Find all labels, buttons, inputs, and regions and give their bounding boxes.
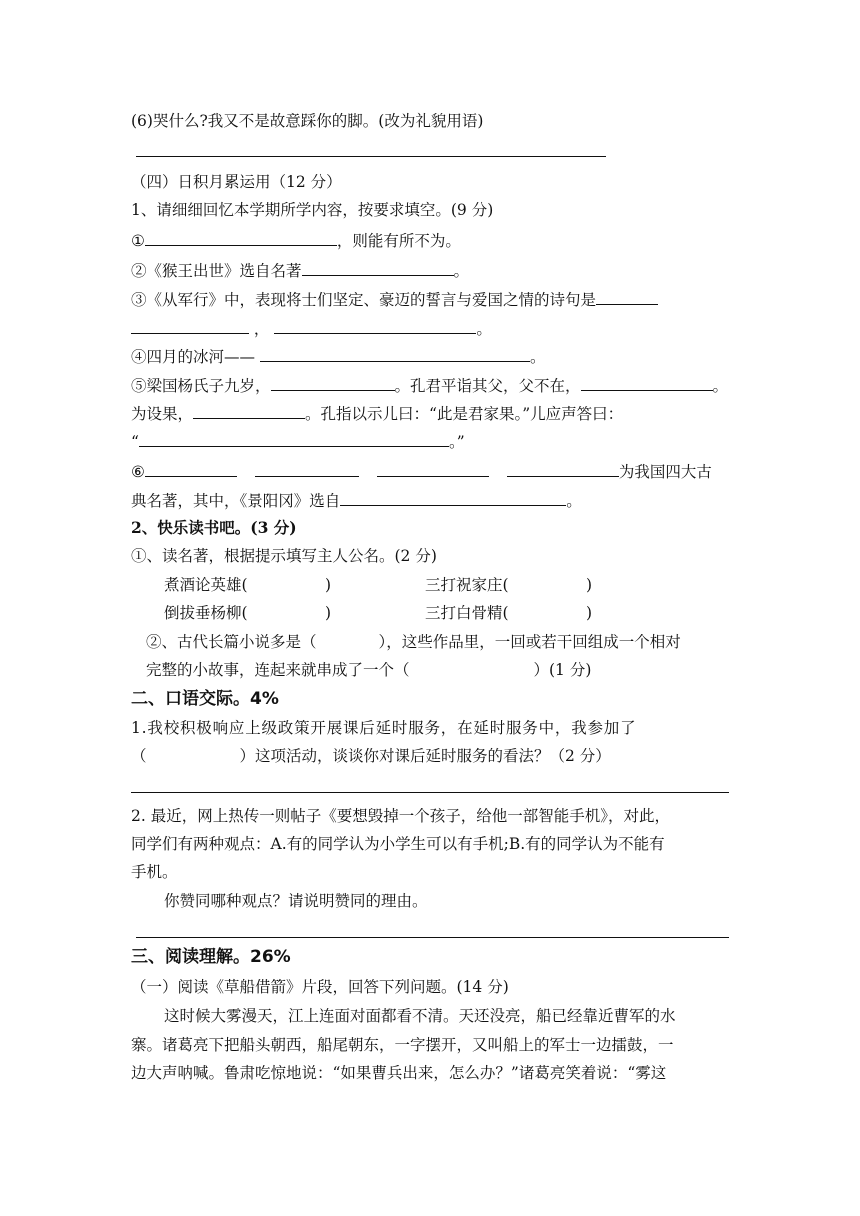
fill-item-5: ⑤梁国杨氏子九岁， 。孔君平诣其父，父不在， 。	[131, 377, 729, 395]
oral-q2-cont: 同学们有两种观点：A.有的同学认为小学生可以有手机;B.有的同学认为不能有	[131, 835, 665, 853]
q6-politeness: (6)哭什么?我又不是故意踩你的脚。(改为礼貌用语)	[131, 112, 484, 130]
fill-item-5-cont: 为设果， 。孔指以示儿曰：“此是君家果。”儿应声答曰：	[131, 405, 624, 423]
fill-item-3: ③《从军行》中，表现将士们坚定、豪迈的誓言与爱国之情的诗句是	[131, 289, 658, 310]
passage-instructions: （一）阅读《草船借箭》片段，回答下列问题。(14 分)	[131, 978, 509, 996]
oral-q1: 1.我校积极响应上级政策开展课后延时服务，在延时服务中，我参加了	[131, 719, 637, 737]
section-reading-comprehension-heading: 三、阅读理解。26%	[131, 947, 291, 967]
blank[interactable]	[193, 403, 305, 419]
blank[interactable]	[274, 318, 476, 334]
blank[interactable]	[302, 260, 454, 276]
passage-line-3: 边大声呐喊。鲁肃吃惊地说：“如果曹兵出来，怎么办？”诸葛亮笑着说：“雾这	[131, 1064, 667, 1082]
fill-item-1: ① ，则能有所不为。	[131, 232, 461, 250]
oral-q1-cont: （ ）这项活动，谈谈你对课后延时服务的看法？（2 分）	[131, 747, 611, 765]
section-oral-heading: 二、口语交际。4%	[131, 689, 279, 709]
passage-line-1: 这时候大雾漫天，江上连面对面都看不清。天还没亮，船已经靠近曹军的水	[164, 1007, 676, 1025]
blank[interactable]	[507, 461, 619, 477]
fill-instructions: 1、请细细回忆本学期所学内容，按要求填空。(9 分)	[131, 201, 494, 219]
fill-item-6: ⑥ 为我国四大古	[131, 463, 712, 481]
match-row-1a: 煮酒论英雄( )	[164, 576, 332, 594]
fill-item-6-cont: 典名著，其中，《景阳冈》选自 。	[131, 492, 582, 510]
reading-q1: ①、读名著，根据提示填写主人公名。(2 分)	[131, 547, 437, 565]
reading-q2-cont: 完整的小故事，连起来就串成了一个（ ）(1 分)	[146, 661, 592, 679]
fill-item-5-answer: “ 。”	[131, 433, 465, 451]
match-row-2b: 三打白骨精( )	[425, 604, 593, 622]
oral-q2-cont2: 手机。	[131, 863, 178, 881]
blank[interactable]	[131, 318, 249, 334]
blank[interactable]	[145, 230, 337, 246]
oral-q2: 2. 最近，网上热传一则帖子《要想毁掉一个孩子，给他一部智能手机》，对此，	[131, 807, 670, 825]
answer-line	[136, 156, 606, 157]
blank[interactable]	[255, 461, 359, 477]
answer-line	[136, 937, 729, 938]
fill-item-3-cont: ， 。	[131, 318, 492, 339]
blank[interactable]	[377, 461, 489, 477]
blank[interactable]	[271, 375, 395, 391]
match-row-1b: 三打祝家庄( )	[425, 576, 593, 594]
reading-q2: ②、古代长篇小说多是（ ），这些作品里，一回或若干回组成一个相对	[146, 633, 681, 651]
blank[interactable]	[139, 431, 449, 447]
answer-line	[131, 792, 729, 793]
fill-item-2: ②《猴王出世》选自名著 。	[131, 262, 470, 280]
passage-line-2: 寨。诸葛亮下把船头朝西，船尾朝东，一字摆开，又叫船上的军士一边擂鼓，一	[131, 1036, 674, 1054]
match-row-2a: 倒拔垂杨柳( )	[164, 604, 332, 622]
oral-q2-prompt: 你赞同哪种观点？请说明赞同的理由。	[164, 892, 428, 910]
section-4-heading: （四）日积月累运用（12 分）	[131, 173, 342, 191]
fill-item-4: ④四月的冰河—— 。	[131, 348, 546, 366]
blank[interactable]	[581, 375, 713, 391]
blank[interactable]	[340, 490, 566, 506]
blank[interactable]	[596, 289, 658, 305]
reading-heading: 2、快乐读书吧。(3 分)	[131, 518, 297, 537]
blank[interactable]	[260, 346, 530, 362]
blank[interactable]	[145, 461, 237, 477]
